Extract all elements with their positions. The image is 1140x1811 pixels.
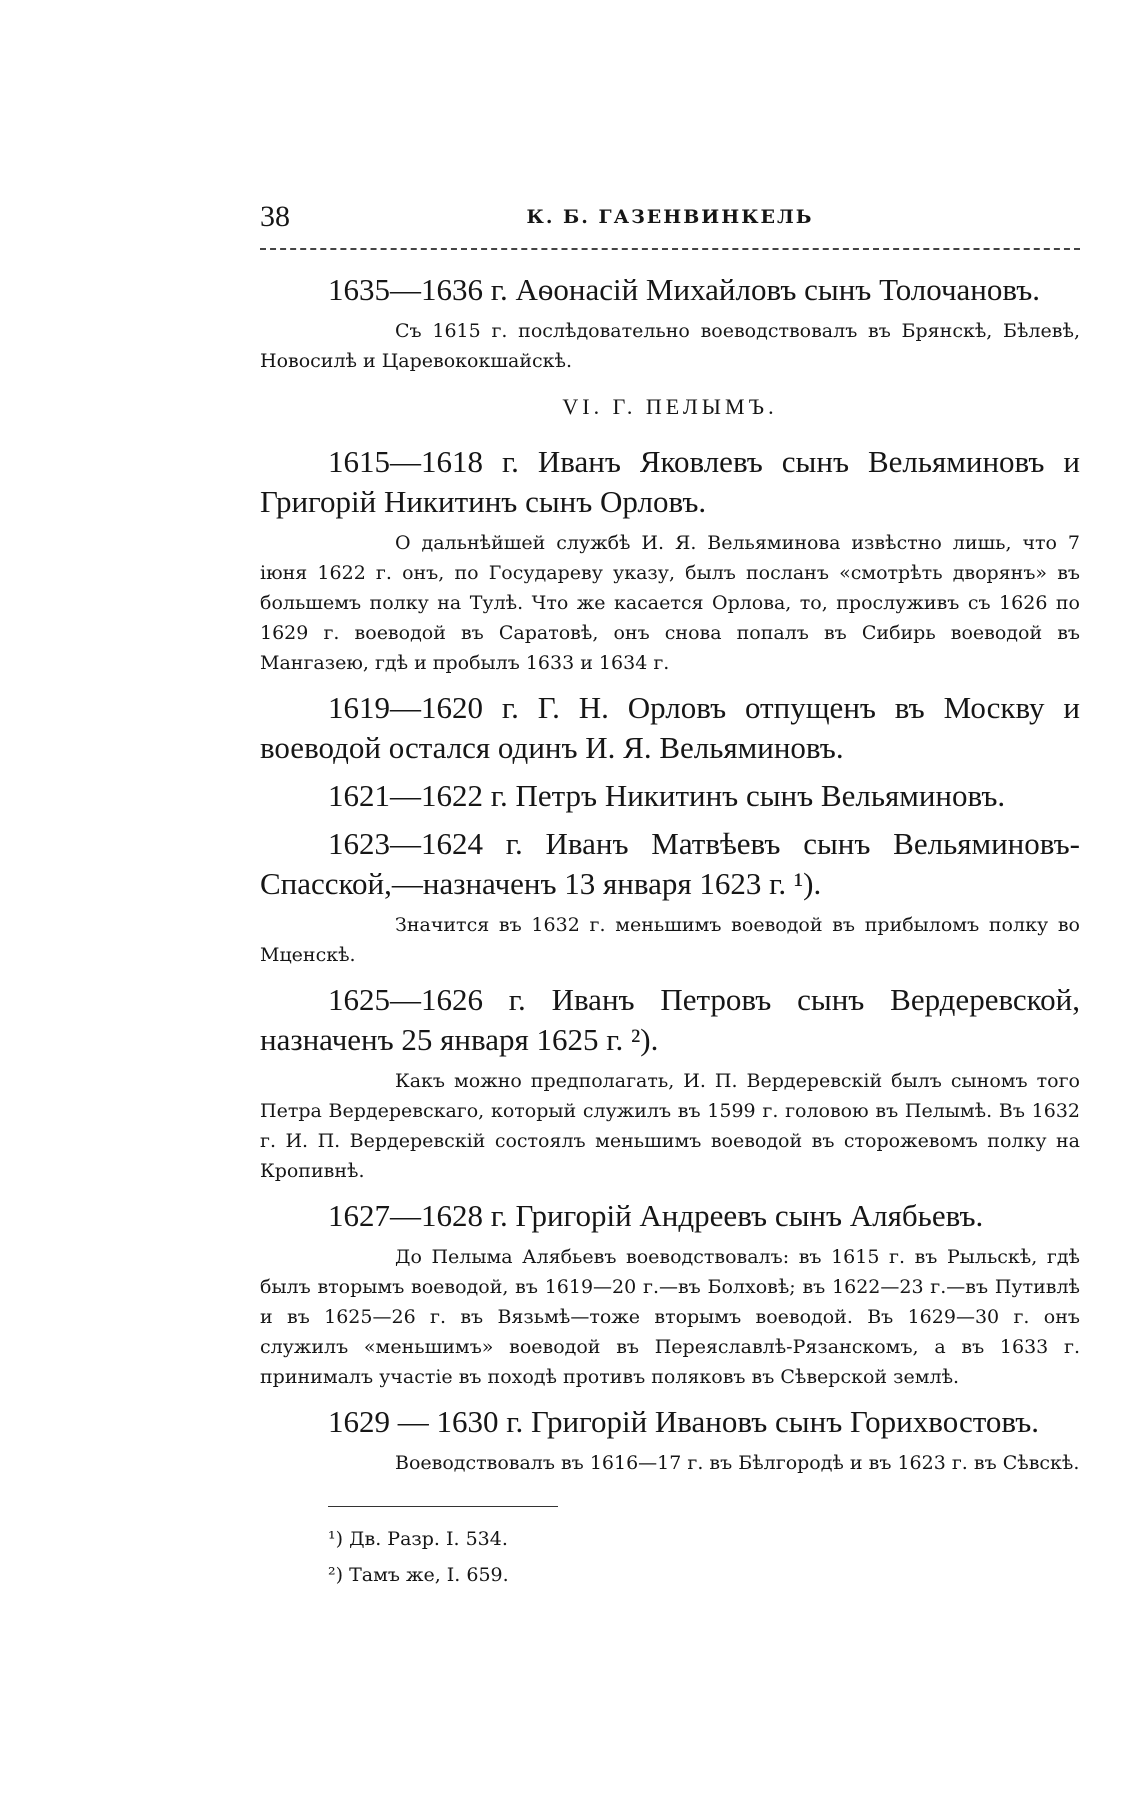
- entry-text: До Пелыма Алябьевъ воеводствовалъ: въ 1615 г. въ Рыльскѣ, гдѣ былъ вторымъ воеводой, въ 1619—20 г.—въ Болховѣ; въ 1622—23 г.—въ Путивлѣ и въ 1625—26 г. въ Вязьмѣ—тоже вторымъ воеводой. Въ 1629—30 г. онъ служилъ «меньшимъ» воеводой въ Переяславлѣ-Рязанскомъ, а въ 1633 г. принималъ участіе въ походѣ противъ поляковъ въ Сѣверской землѣ.: [260, 1246, 1080, 1388]
- entry-text: Какъ можно предполагать, И. П. Вердеревскій былъ сыномъ того Петра Вердеревскаго, который служилъ въ 1599 г. головою въ Пелымѣ. Въ 1632 г. И. П. Вердеревскій состоялъ меньшимъ воеводой въ сторожевомъ полку на Кропивнѣ.: [260, 1070, 1080, 1182]
- entry-heading: 1621—1622 г. Петръ Никитинъ сынъ Вельяминовъ.: [328, 778, 1006, 813]
- entry-heading: 1619—1620 г. Г. Н. Орловъ отпущенъ въ Москву и воеводой остался одинъ И. Я. Вельяминовъ.: [260, 690, 1080, 765]
- footnote: ¹) Дв. Разр. I. 534.: [328, 1528, 508, 1550]
- page-header: [260, 200, 1080, 244]
- footnote: ²) Тамъ же, I. 659.: [328, 1564, 509, 1586]
- entry-heading: 1625—1626 г. Иванъ Петровъ сынъ Вердеревской, назначенъ 25 января 1625 г. ²).: [260, 982, 1080, 1057]
- page-number: 38: [260, 200, 290, 233]
- entry-text: Значится въ 1632 г. меньшимъ воеводой въ прибыломъ полку во Мценскѣ.: [260, 914, 1080, 966]
- entry-text: Съ 1615 г. послѣдовательно воеводствовалъ въ Брянскѣ, Бѣлевѣ, Новосилѣ и Царевококшайскѣ.: [260, 320, 1080, 372]
- footnote-rule: [328, 1506, 558, 1507]
- entry-text: Воеводствовалъ въ 1616—17 г. въ Бѣлгородѣ и въ 1623 г. въ Сѣвскѣ.: [395, 1452, 1080, 1474]
- book-page: [260, 200, 1080, 1593]
- entry-heading: 1627—1628 г. Григорій Андреевъ сынъ Алябьевъ.: [328, 1198, 984, 1233]
- header-rule: [260, 248, 1080, 250]
- entry-heading: 1629 — 1630 г. Григорій Ивановъ сынъ Горихвостовъ.: [328, 1404, 1040, 1439]
- entry-text: О дальнѣйшей службѣ И. Я. Вельяминова извѣстно лишь, что 7 іюня 1622 г. онъ, по Государеву указу, былъ посланъ «смотрѣть дворянъ» въ большемъ полку на Тулѣ. Что же касается Орлова, то, прослуживъ съ 1626 по 1629 г. воеводой въ Саратовѣ, онъ снова попалъ въ Сибирь воеводой въ Мангазею, гдѣ и пробылъ 1633 и 1634 г.: [260, 532, 1080, 674]
- section-title: VI. Г. ПЕЛЫМЪ.: [562, 394, 778, 419]
- running-title: К. Б. ГАЗЕНВИНКЕЛЬ: [526, 206, 814, 228]
- entry-heading: 1635—1636 г. Аѳонасій Михайловъ сынъ Толочановъ.: [328, 272, 1041, 307]
- entry-heading: 1623—1624 г. Иванъ Матвѣевъ сынъ Вельяминовъ-Спасской,—назначенъ 13 января 1623 г. ¹).: [260, 826, 1080, 901]
- entry-heading: 1615—1618 г. Иванъ Яковлевъ сынъ Вельяминовъ и Григорій Никитинъ сынъ Орловъ.: [260, 444, 1080, 519]
